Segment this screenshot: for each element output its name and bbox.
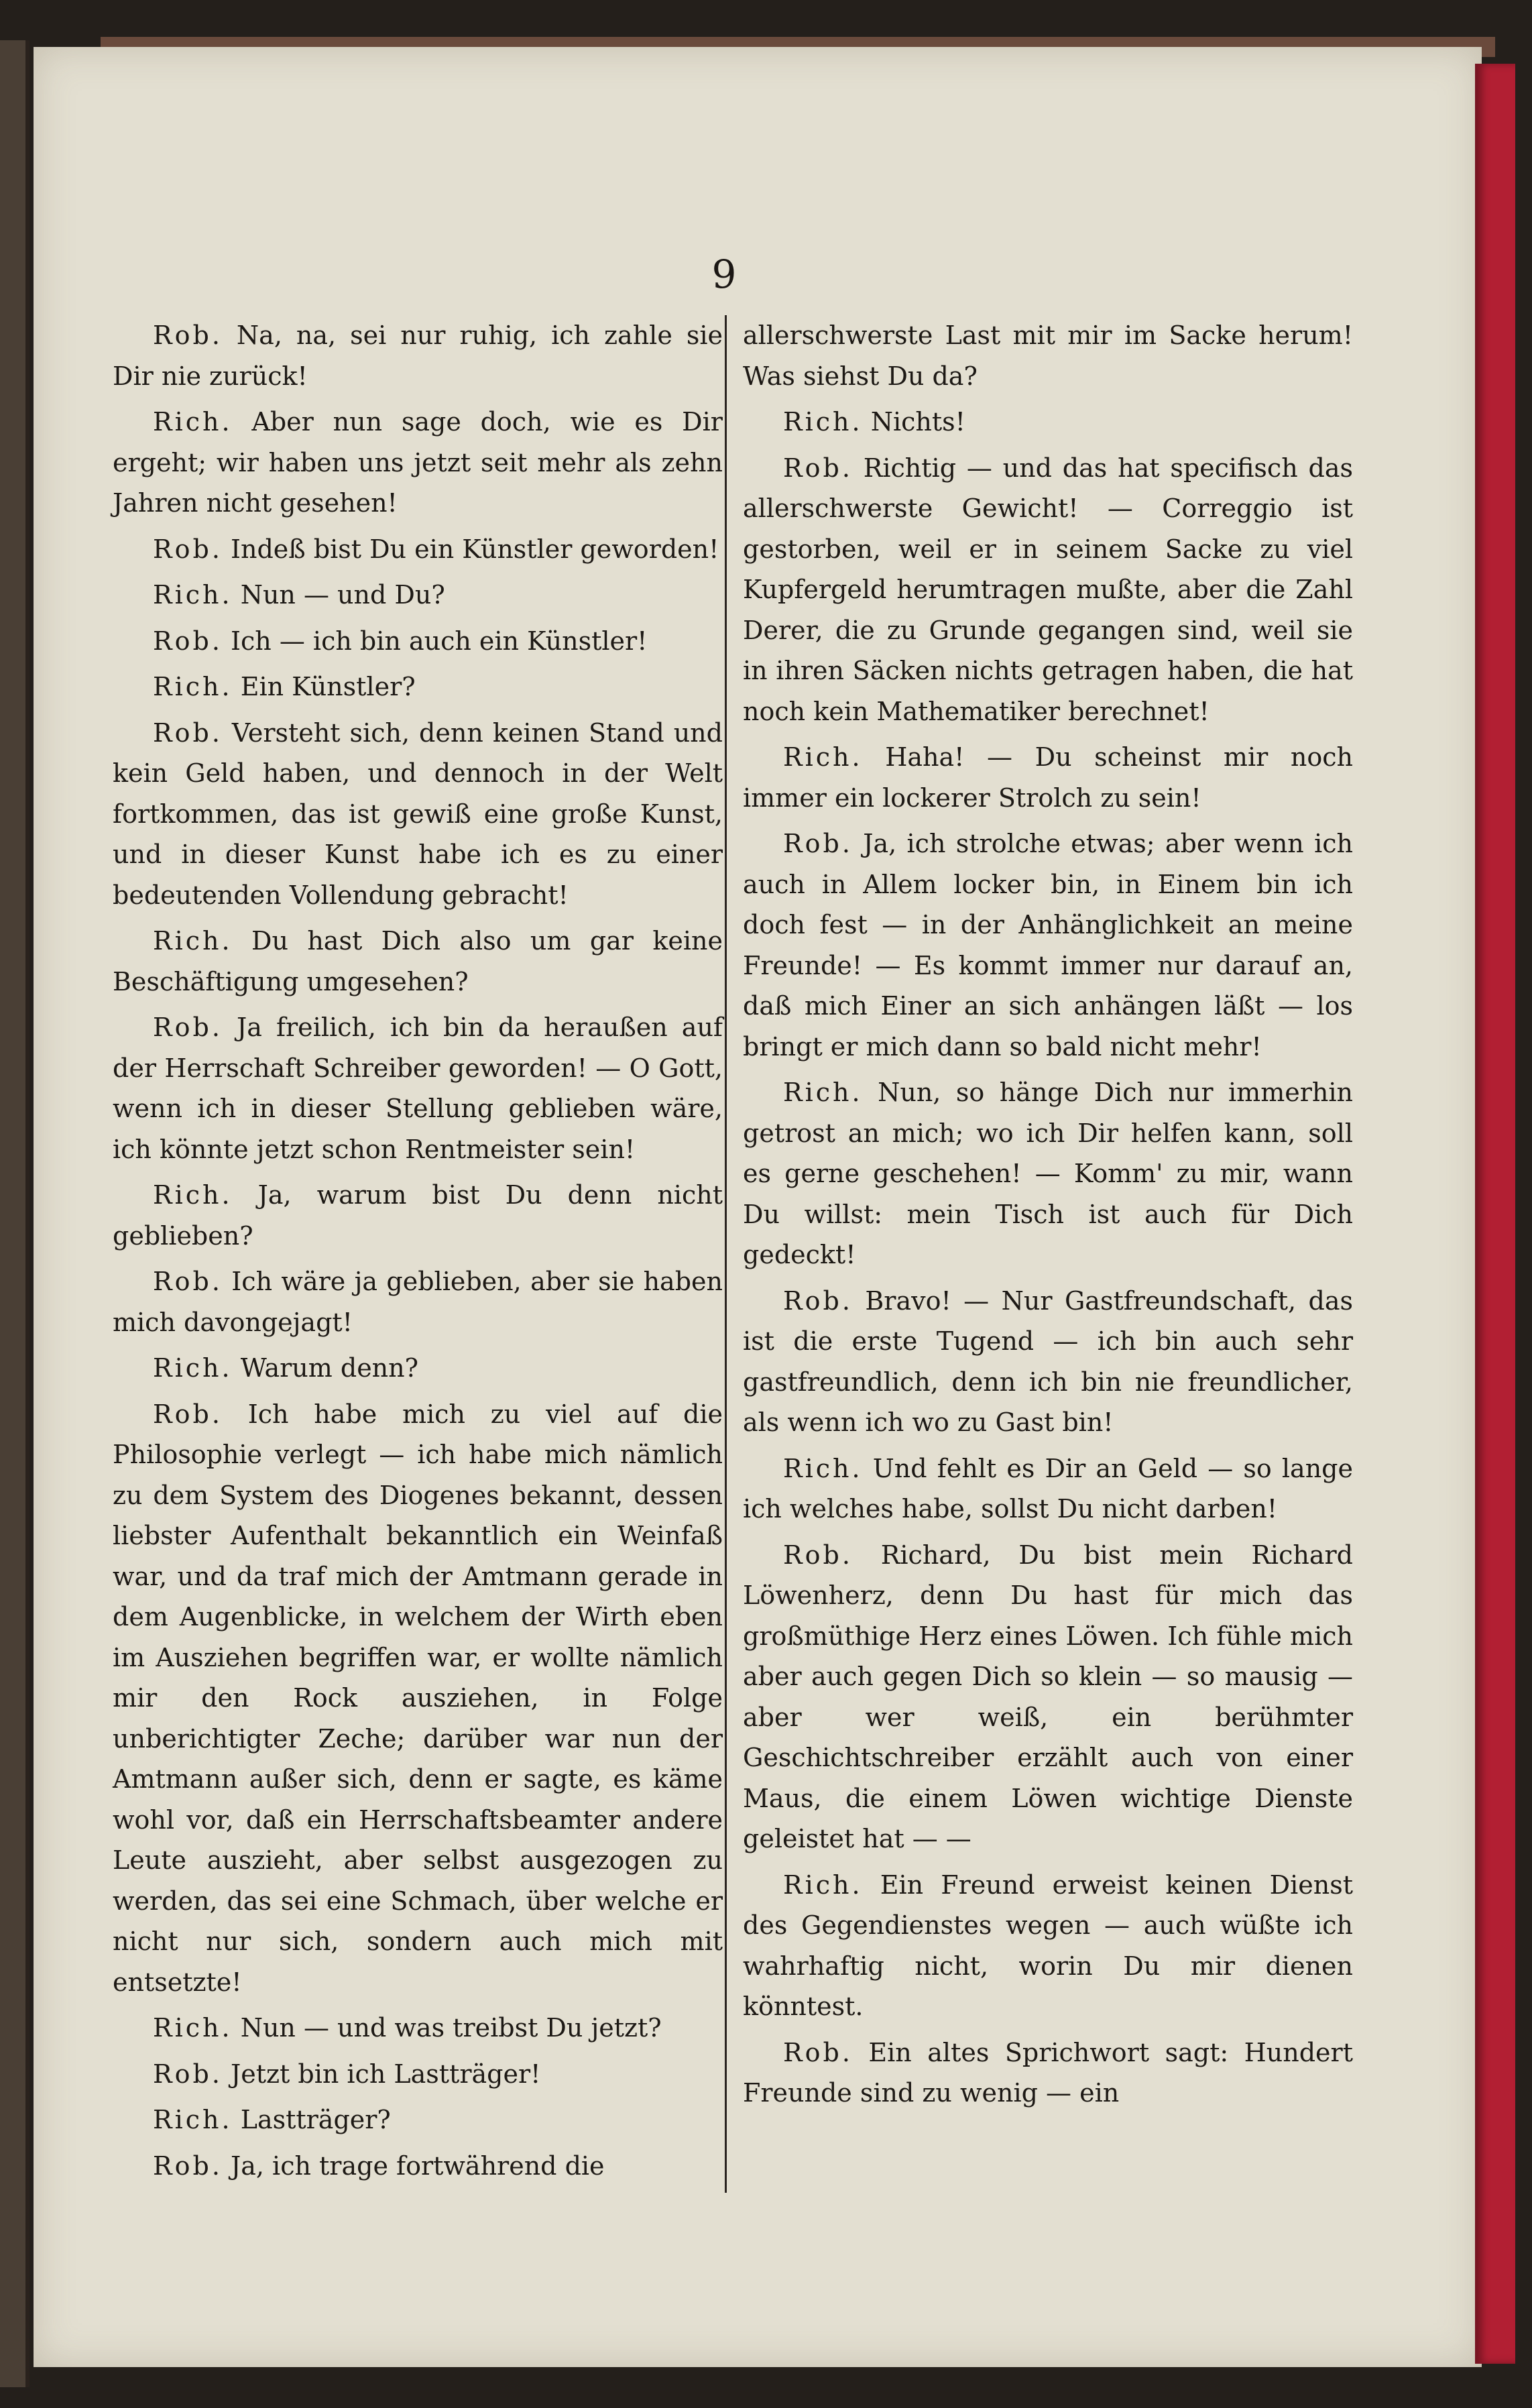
speaker-label: Rich.: [783, 1078, 863, 1107]
dialogue-paragraph: [743, 2032, 1353, 2114]
dialogue-text: Ich habe mich zu viel auf die Philosophie verlegt — ich habe mich nämlich zu dem System des Diogenes bekannt, dessen liebster Aufenthalt bekanntlich ein Weinfaß war, und da traf mich der Amtmann gerade in dem Augenblicke, in welchem der Wirth eben im Ausziehen begriffen war, er wollte nämlich mir den Rock ausziehen, in Folge unberichtigter Zeche; darüber war nun der Amtmann außer sich, denn er sagte, es käme wohl vor, daß ein Herrschaftsbeamter andere Leute auszieht, aber selbst ausgezogen zu werden, das sei eine Schmach, über welche er nicht nur sich, sondern auch mich mit entsetzte!: [113, 1399, 723, 1997]
dialogue-paragraph: [113, 713, 723, 916]
speaker-label: Rich.: [153, 1353, 233, 1383]
dialogue-paragraph: [743, 315, 1353, 396]
speaker-label: Rich.: [153, 2105, 233, 2134]
dialogue-text: Ja, warum bist Du denn nicht geblieben?: [113, 1180, 723, 1251]
column-divider: [725, 315, 727, 2193]
dialogue-paragraph: [743, 737, 1353, 818]
dialogue-paragraph: [743, 1281, 1353, 1443]
dialogue-text: Warum denn?: [240, 1353, 418, 1383]
speaker-label: Rob.: [153, 1267, 223, 1296]
page-number: 9: [711, 251, 737, 297]
dialogue-text: Ein Freund erweist keinen Dienst des Gegendienstes wegen — auch wüßte ich wahrhaftig nicht, worin Du mir dienen könntest.: [743, 1870, 1353, 2021]
speaker-label: Rob.: [153, 1399, 223, 1429]
right-text-column: [743, 315, 1353, 2119]
dialogue-paragraph: [113, 1175, 723, 1256]
dialogue-paragraph: [113, 315, 723, 396]
dialogue-paragraph: [743, 1535, 1353, 1859]
dialogue-text: Versteht sich, denn keinen Stand und kein Geld haben, und dennoch in der Welt fortkommen, das ist gewiß eine große Kunst, und in dieser Kunst habe ich es zu einer bedeutenden Vollendung gebracht!: [113, 718, 723, 910]
speaker-label: Rob.: [153, 718, 223, 748]
dialogue-paragraph: [113, 667, 723, 707]
speaker-label: Rob.: [153, 626, 223, 656]
dialogue-paragraph: [743, 448, 1353, 732]
dialogue-text: Jetzt bin ich Lastträger!: [231, 2059, 541, 2089]
speaker-label: Rich.: [153, 2013, 233, 2043]
dialogue-text: allerschwerste Last mit mir im Sacke herum! Was siehst Du da?: [743, 321, 1353, 391]
dialogue-text: Ein altes Sprichwort sagt: Hundert Freunde sind zu wenig — ein: [743, 2037, 1353, 2108]
dialogue-text: Ja, ich strolche etwas; aber wenn ich auch in Allem locker bin, in Einem bin ich doch fest — in der Anhänglichkeit an meine Freunde! — Es kommt immer nur darauf an, daß mich Einer an sich anhängen läßt — los bringt er mich dann so bald nicht mehr!: [743, 829, 1353, 1062]
previous-page-edge: [0, 40, 30, 2387]
dialogue-paragraph: [113, 402, 723, 524]
dialogue-text: Ein Künstler?: [240, 672, 416, 701]
left-text-column: [113, 315, 723, 2191]
dialogue-paragraph: [743, 402, 1353, 443]
dialogue-paragraph: [113, 529, 723, 570]
dialogue-text: Ja freilich, ich bin da heraußen auf der Herrschaft Schreiber geworden! — O Gott, wenn ich in dieser Stellung geblieben wäre, ich könnte jetzt schon Rentmeister sein!: [113, 1013, 723, 1164]
speaker-label: Rich.: [783, 742, 863, 772]
red-page-edge: [1475, 64, 1515, 2364]
speaker-label: Rich.: [153, 580, 233, 610]
dialogue-paragraph: [113, 1394, 723, 2003]
speaker-label: Rob.: [153, 321, 223, 350]
dialogue-paragraph: [113, 621, 723, 662]
dialogue-paragraph: [113, 1007, 723, 1169]
speaker-label: Rob.: [153, 2151, 223, 2181]
speaker-label: Rob.: [783, 1285, 853, 1316]
dialogue-text: Nun — und Du?: [240, 580, 445, 610]
dialogue-text: Lastträger?: [240, 2105, 391, 2134]
speaker-label: Rich.: [783, 1870, 863, 1900]
dialogue-paragraph: [743, 1865, 1353, 2027]
dialogue-text: Ich wäre ja geblieben, aber sie haben mich davongejagt!: [113, 1267, 723, 1337]
dialogue-paragraph: [113, 575, 723, 616]
speaker-label: Rob.: [783, 453, 853, 483]
dialogue-text: Haha! — Du scheinst mir noch immer ein lockerer Strolch zu sein!: [743, 742, 1353, 813]
dialogue-text: Bravo! — Nur Gastfreundschaft, das ist die erste Tugend — ich bin auch sehr gastfreundlich, denn ich bin nie freundlicher, als wenn ich wo zu Gast bin!: [743, 1285, 1353, 1437]
speaker-label: Rob.: [783, 1540, 853, 1570]
speaker-label: Rob.: [153, 2059, 223, 2089]
dialogue-text: Du hast Dich also um gar keine Beschäftigung umgesehen?: [113, 926, 723, 996]
dialogue-text: Aber nun sage doch, wie es Dir ergeht; wir haben uns jetzt seit mehr als zehn Jahren nicht gesehen!: [113, 407, 723, 518]
speaker-label: Rob.: [153, 1013, 223, 1042]
speaker-label: Rich.: [153, 672, 233, 701]
speaker-label: Rich.: [153, 1180, 233, 1210]
speaker-label: Rob.: [783, 2037, 853, 2067]
dialogue-text: Nun, so hänge Dich nur immerhin getrost an mich; wo ich Dir helfen kann, soll es gerne geschehen! — Komm' zu mir, wann Du willst: mein Tisch ist auch für Dich gedeckt!: [743, 1078, 1353, 1269]
dialogue-paragraph: [113, 1261, 723, 1342]
speaker-label: Rich.: [783, 407, 863, 437]
dialogue-paragraph: [113, 2054, 723, 2095]
speaker-label: Rob.: [153, 534, 223, 564]
dialogue-paragraph: [743, 1072, 1353, 1275]
dialogue-text: Ich — ich bin auch ein Künstler!: [231, 626, 648, 656]
dialogue-text: Ja, ich trage fortwährend die: [231, 2151, 605, 2181]
dialogue-paragraph: [113, 1348, 723, 1389]
dialogue-paragraph: [743, 1448, 1353, 1530]
dialogue-paragraph: [113, 2008, 723, 2049]
dialogue-text: Indeß bist Du ein Künstler geworden!: [231, 534, 719, 564]
dialogue-text: Richard, Du bist mein Richard Löwenherz, denn Du hast für mich das großmüthige Herz eines Löwen. Ich fühle mich aber auch gegen Dich so klein — so mausig — aber wer weiß, ein berühmter Geschichtschreiber erzählt auch von einer Maus, die einem Löwen wichtige Dienste geleistet hat — —: [743, 1540, 1353, 1853]
dialogue-paragraph: [113, 2146, 723, 2187]
speaker-label: Rich.: [783, 1453, 863, 1483]
speaker-label: Rich.: [153, 926, 233, 956]
dialogue-text: Nun — und was treibst Du jetzt?: [240, 2013, 662, 2043]
dialogue-paragraph: [743, 823, 1353, 1067]
dialogue-paragraph: [113, 2100, 723, 2140]
dialogue-text: Nichts!: [870, 407, 965, 437]
dialogue-text: Richtig — und das hat specifisch das allerschwerste Gewicht! — Correggio ist gestorben, weil er in seinem Sacke zu viel Kupfergeld herumtragen mußte, aber die Zahl Derer, die zu Grunde gegangen sind, weil sie in ihren Säcken nichts getragen haben, die hat noch kein Mathematiker berechnet!: [743, 453, 1353, 726]
speaker-label: Rob.: [783, 829, 853, 858]
dialogue-text: Na, na, sei nur ruhig, ich zahle sie Dir nie zurück!: [113, 321, 723, 391]
speaker-label: Rich.: [153, 407, 233, 437]
dialogue-text: Und fehlt es Dir an Geld — so lange ich welches habe, sollst Du nicht darben!: [743, 1453, 1353, 1524]
dialogue-paragraph: [113, 921, 723, 1002]
